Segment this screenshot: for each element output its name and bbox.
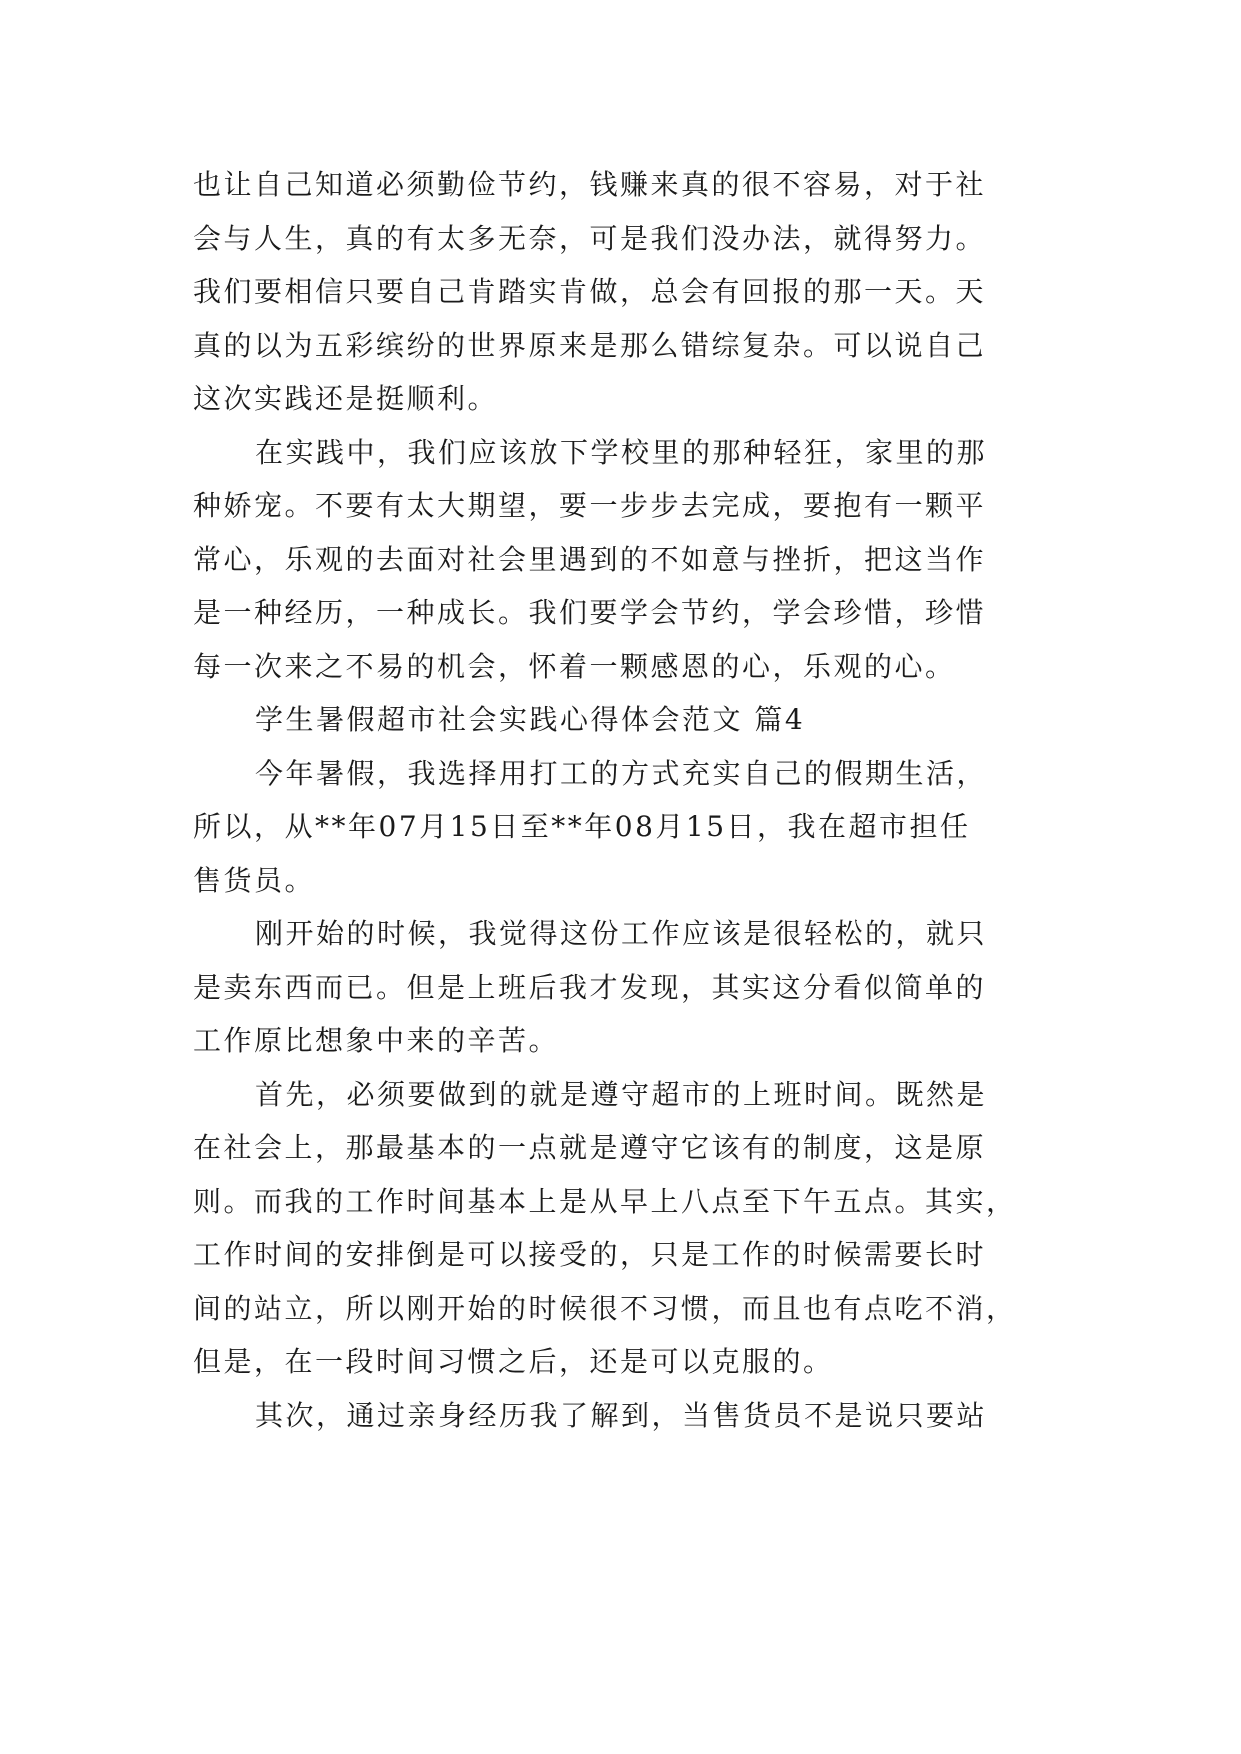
paragraph-first-line: 刚开始的时候，我觉得这份工作应该是很轻松的，就只	[255, 917, 988, 950]
paragraph-line: 种娇宠。不要有太大期望，要一步步去完成，要抱有一颗平	[193, 489, 987, 522]
paragraph-first-line: 其次，通过亲身经历我了解到，当售货员不是说只要站	[255, 1398, 988, 1432]
paragraph-line: 常心，乐观的去面对社会里遇到的不如意与挫折，把这当作	[193, 542, 987, 576]
document-body	[193, 158, 1053, 1442]
paragraph-line: 是一种经历，一种成长。我们要学会节约，学会珍惜，珍惜	[193, 596, 987, 629]
paragraph-line: 这次实践还是挺顺利。	[193, 382, 499, 415]
paragraph-line: 间的站立，所以刚开始的时候很不习惯，而且也有点吃不消，	[193, 1291, 1017, 1325]
paragraph-line: 所以，从**年07月15日至**年08月15日，我在超市担任	[193, 810, 971, 843]
paragraph-line: 是卖东西而已。但是上班后我才发现，其实这分看似简单的	[193, 970, 987, 1004]
paragraph-line: 但是，在一段时间习惯之后，还是可以克服的。	[193, 1345, 834, 1378]
paragraph-first-line: 学生暑假超市社会实践心得体会范文 篇4	[255, 703, 806, 736]
paragraph-line: 会与人生，真的有太多无奈，可是我们没办法，就得努力。	[193, 221, 987, 255]
paragraph-line: 则。而我的工作时间基本上是从早上八点至下午五点。其实，	[193, 1184, 1017, 1218]
paragraph-line: 工作原比想象中来的辛苦。	[193, 1024, 560, 1057]
paragraph-line: 售货员。	[193, 863, 316, 897]
paragraph-first-line: 在实践中，我们应该放下学校里的那种轻狂，家里的那	[255, 435, 988, 469]
paragraph-first-line: 今年暑假，我选择用打工的方式充实自己的假期生活，	[255, 756, 988, 790]
paragraph-line: 工作时间的安排倒是可以接受的，只是工作的时候需要长时	[193, 1238, 987, 1271]
paragraph-line: 真的以为五彩缤纷的世界原来是那么错综复杂。可以说自己	[193, 328, 987, 362]
paragraph-first-line: 首先，必须要做到的就是遵守超市的上班时间。既然是	[255, 1077, 988, 1111]
paragraph-line: 我们要相信只要自己肯踏实肯做，总会有回报的那一天。天	[193, 275, 987, 308]
paragraph-line: 在社会上，那最基本的一点就是遵守它该有的制度，这是原	[193, 1131, 987, 1164]
paragraph-line: 也让自己知道必须勤俭节约，钱赚来真的很不容易，对于社	[193, 168, 987, 201]
paragraph-line: 每一次来之不易的机会，怀着一颗感恩的心，乐观的心。	[193, 649, 956, 683]
